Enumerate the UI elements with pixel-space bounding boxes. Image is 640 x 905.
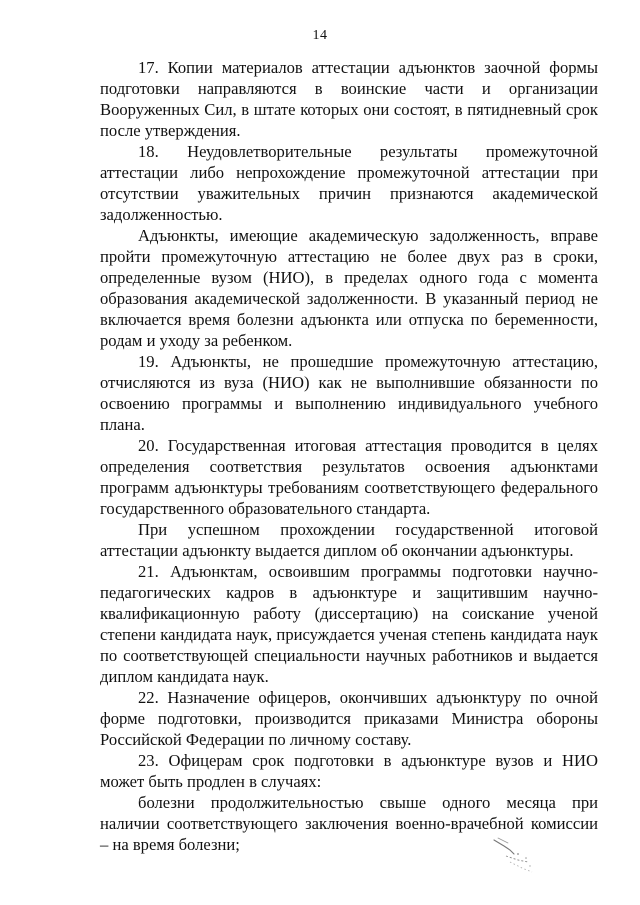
paragraph-23: 23. Офицерам срок подготовки в адъюнктуре вузов и НИО может быть продлен в случаях: xyxy=(100,751,598,791)
stamp-mark xyxy=(488,832,548,882)
paragraph-18: 18. Неудовлетворительные результаты промежуточной аттестации либо непрохождение промежуточной аттестации при отсутствии уважительных причин признаются академической задолженностью. xyxy=(100,142,598,224)
paragraph-academic-debt: Адъюнкты, имеющие академическую задолженность, вправе пройти промежуточную аттестацию не более двух раз в сроки, определенные вузом (НИО), в пределах одного года с момента образования академической задолженности. В указанный период не включается время болезни адъюнкта или отпуска по беременности, родам и уходу за ребенком. xyxy=(100,226,598,350)
paragraph-19: 19. Адъюнкты, не прошедшие промежуточную аттестацию, отчисляются из вуза (НИО) как не выполнившие обязанности по освоению программы и выполнению индивидуального учебного плана. xyxy=(100,352,598,434)
paragraph-diploma: При успешном прохождении государственной итоговой аттестации адъюнкту выдается диплом об окончании адъюнктуры. xyxy=(100,520,598,560)
paragraph-20: 20. Государственная итоговая аттестация проводится в целях определения соответствия результатов освоения адъюнктами программ адъюнктуры требованиям соответствующего федерального государственного образовательного стандарта. xyxy=(100,436,598,518)
document-body xyxy=(100,57,598,855)
paragraph-22: 22. Назначение офицеров, окончивших адъюнктуру по очной форме подготовки, производится приказами Министра обороны Российской Федерации по личному составу. xyxy=(100,688,598,749)
page-number: 14 xyxy=(312,28,328,43)
paragraph-21: 21. Адъюнктам, освоившим программы подготовки научно-педагогических кадров в адъюнктуре и защитившим научно-квалификационную работу (диссертацию) на соискание ученой степени кандидата наук, присуждается ученая степень кандидата наук по соответствующей специальности научных работников и выдается диплом кандидата наук. xyxy=(100,562,598,686)
paragraph-illness-case: болезни продолжительностью свыше одного месяца при наличии соответствующего заключения военно-врачебной комиссии – на время болезни; xyxy=(100,793,598,854)
paragraph-17: 17. Копии материалов аттестации адъюнктов заочной формы подготовки направляются в воинские части и организации Вооруженных Сил, в штате которых они состоят, в пятидневный срок после утверждения. xyxy=(100,58,598,140)
